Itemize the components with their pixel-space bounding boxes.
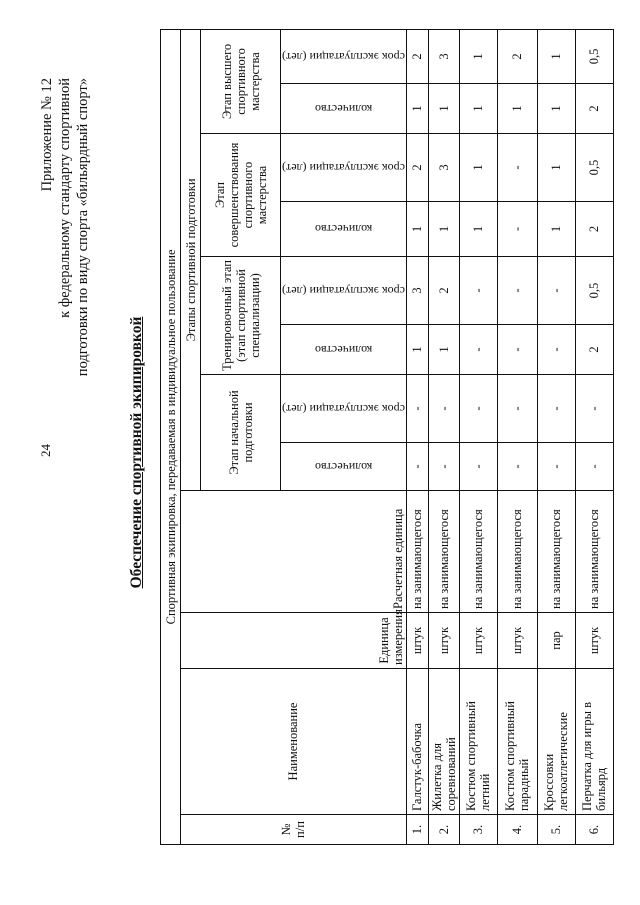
calc-unit-cell: на занимающегося bbox=[459, 491, 497, 613]
table-row bbox=[406, 29, 428, 844]
measure-unit-cell: штук bbox=[406, 613, 428, 669]
header-sub-label: срок эксплуатации (лет) bbox=[282, 284, 405, 298]
header-unit: Единица измерения bbox=[181, 613, 407, 669]
stage2-qty-cell: 1 bbox=[406, 325, 428, 375]
stage4-qty-cell: 1 bbox=[537, 84, 575, 134]
stage2-qty-cell: - bbox=[459, 325, 497, 375]
stage3-term-cell: - bbox=[497, 134, 537, 202]
stage4-term-cell: 1 bbox=[459, 29, 497, 83]
table-row bbox=[459, 29, 497, 844]
stage3-term-cell: 1 bbox=[459, 134, 497, 202]
header-sub-label: количество bbox=[314, 343, 373, 357]
stage1-term-cell: - bbox=[459, 375, 497, 443]
stage1-term-cell: - bbox=[428, 375, 459, 443]
stage4-term-cell: 2 bbox=[406, 29, 428, 83]
stage3-term-cell: 1 bbox=[537, 134, 575, 202]
row-number-cell: 3. bbox=[459, 815, 497, 845]
measure-unit-cell: штук bbox=[575, 613, 613, 669]
stage2-term-cell: - bbox=[497, 257, 537, 325]
item-name-cell: Костюм спортивный парадный bbox=[497, 669, 537, 815]
stage2-qty-cell: 2 bbox=[575, 325, 613, 375]
stage2-term-cell: - bbox=[459, 257, 497, 325]
measure-unit-cell: штук bbox=[497, 613, 537, 669]
item-name-cell: Жилетка для соревнований bbox=[428, 669, 459, 815]
row-number-cell: 6. bbox=[575, 815, 613, 845]
header-number: № п/п bbox=[181, 815, 407, 845]
stage1-term-cell: - bbox=[497, 375, 537, 443]
stage2-term-cell: 2 bbox=[428, 257, 459, 325]
stage3-qty-cell: 1 bbox=[406, 202, 428, 257]
stage1-qty-cell: - bbox=[459, 443, 497, 491]
table-caption: Спортивная экипировка, передаваемая в индивидуальное пользование bbox=[161, 29, 181, 844]
table-row bbox=[428, 29, 459, 844]
table-body bbox=[406, 29, 613, 844]
header-term bbox=[281, 29, 407, 83]
calc-unit-cell: на занимающегося bbox=[428, 491, 459, 613]
header-stage-2: Тренировочный этап (этап спортивной специализации) bbox=[201, 257, 281, 375]
header-term bbox=[281, 134, 407, 202]
stage1-term-cell: - bbox=[406, 375, 428, 443]
appendix-header bbox=[38, 78, 92, 498]
header-qty bbox=[281, 84, 407, 134]
appendix-line-3: подготовки по виду спорта «бильярдный спорт» bbox=[75, 78, 91, 377]
row-number-cell: 5. bbox=[537, 815, 575, 845]
stage1-qty-cell: - bbox=[428, 443, 459, 491]
calc-unit-cell: на занимающегося bbox=[537, 491, 575, 613]
table-row bbox=[537, 29, 575, 844]
stage3-qty-cell: 1 bbox=[537, 202, 575, 257]
item-name-cell: Перчатка для игры в бильярд bbox=[575, 669, 613, 815]
header-term bbox=[281, 375, 407, 443]
measure-unit-cell: пар bbox=[537, 613, 575, 669]
item-name-cell: Галстук-бабочка bbox=[406, 669, 428, 815]
stage3-qty-cell: 1 bbox=[459, 202, 497, 257]
stage1-qty-cell: - bbox=[575, 443, 613, 491]
appendix-line-2: к федеральному стандарту спортивной bbox=[57, 78, 73, 318]
stage1-qty-cell: - bbox=[497, 443, 537, 491]
header-sub-label: количество bbox=[314, 460, 373, 474]
stage4-term-cell: 2 bbox=[497, 29, 537, 83]
header-sub-label: количество bbox=[314, 222, 373, 237]
header-qty bbox=[281, 443, 407, 491]
header-name: Наименование bbox=[181, 669, 407, 815]
stage2-term-cell: 0,5 bbox=[575, 257, 613, 325]
header-stage-4: Этап высшего спортивного мастерства bbox=[201, 29, 281, 133]
row-number-cell: 1. bbox=[406, 815, 428, 845]
header-term bbox=[281, 257, 407, 325]
item-name-cell: Костюм спортивный летний bbox=[459, 669, 497, 815]
stage2-term-cell: - bbox=[537, 257, 575, 325]
stage1-qty-cell: - bbox=[406, 443, 428, 491]
table-row bbox=[497, 29, 537, 844]
calc-unit-cell: на занимающегося bbox=[406, 491, 428, 613]
header-qty bbox=[281, 202, 407, 257]
header-stage-3: Этап совершенствования спортивного мастерства bbox=[201, 134, 281, 257]
stage2-qty-cell: - bbox=[537, 325, 575, 375]
document-title: Обеспечение спортивной экипировкой bbox=[128, 316, 145, 589]
header-stages: Этапы спортивной подготовки bbox=[181, 29, 201, 490]
stage4-term-cell: 0,5 bbox=[575, 29, 613, 83]
header-calc-unit: Расчетная единица bbox=[181, 491, 407, 613]
header-sub-label: срок эксплуатации (лет) bbox=[282, 161, 405, 175]
stage4-term-cell: 3 bbox=[428, 29, 459, 83]
stage3-term-cell: 0,5 bbox=[575, 134, 613, 202]
stage4-qty-cell: 2 bbox=[575, 84, 613, 134]
stage1-term-cell: - bbox=[537, 375, 575, 443]
stage3-term-cell: 3 bbox=[428, 134, 459, 202]
header-sub-label: срок эксплуатации (лет) bbox=[282, 402, 405, 416]
equipment-table bbox=[160, 29, 614, 845]
stage4-qty-cell: 1 bbox=[497, 84, 537, 134]
stage4-qty-cell: 1 bbox=[459, 84, 497, 134]
stage3-qty-cell: - bbox=[497, 202, 537, 257]
header-qty bbox=[281, 325, 407, 375]
calc-unit-cell: на занимающегося bbox=[497, 491, 537, 613]
stage1-qty-cell: - bbox=[537, 443, 575, 491]
row-number-cell: 2. bbox=[428, 815, 459, 845]
row-number-cell: 4. bbox=[497, 815, 537, 845]
stage3-term-cell: 2 bbox=[406, 134, 428, 202]
measure-unit-cell: штук bbox=[459, 613, 497, 669]
item-name-cell: Кроссовки легкоатлетические bbox=[537, 669, 575, 815]
stage2-qty-cell: - bbox=[497, 325, 537, 375]
stage4-qty-cell: 1 bbox=[406, 84, 428, 134]
stage2-qty-cell: 1 bbox=[428, 325, 459, 375]
table-row bbox=[575, 29, 613, 844]
header-sub-label: срок эксплуатации (лет) bbox=[282, 49, 405, 64]
measure-unit-cell: штук bbox=[428, 613, 459, 669]
header-sub-label: количество bbox=[314, 102, 373, 116]
stage3-qty-cell: 1 bbox=[428, 202, 459, 257]
page-number: 24 bbox=[38, 444, 53, 457]
stage4-qty-cell: 1 bbox=[428, 84, 459, 134]
stage4-term-cell: 1 bbox=[537, 29, 575, 83]
stage1-term-cell: - bbox=[575, 375, 613, 443]
stage2-term-cell: 3 bbox=[406, 257, 428, 325]
header-stage-1: Этап начальной подготовки bbox=[201, 375, 281, 491]
calc-unit-cell: на занимающегося bbox=[575, 491, 613, 613]
appendix-line-1: Приложение № 12 bbox=[39, 78, 55, 192]
stage3-qty-cell: 2 bbox=[575, 202, 613, 257]
